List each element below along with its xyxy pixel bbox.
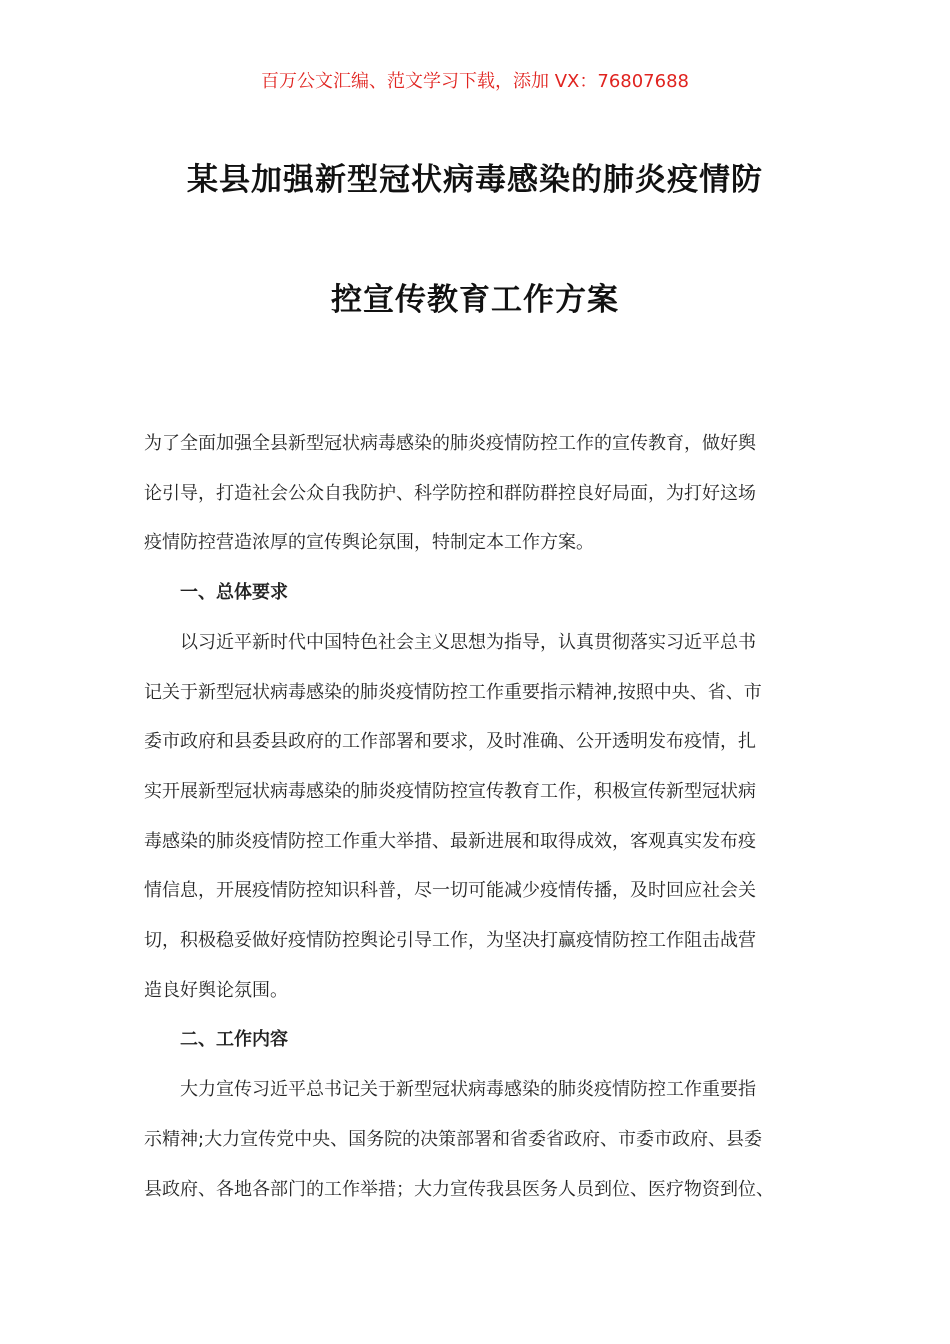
section-2-line: 大力宣传习近平总书记关于新型冠状病毒感染的肺炎疫情防控工作重要指: [180, 1079, 756, 1101]
section-1-line: 以习近平新时代中国特色社会主义思想为指导，认真贯彻落实习近平总书: [180, 631, 756, 653]
intro-paragraph: [144, 419, 808, 568]
intro-line: 疫情防控营造浓厚的宣传舆论氛围，特制定本工作方案。: [144, 532, 594, 554]
section-1-line: 毒感染的肺炎疫情防控工作重大举措、最新进展和取得成效，客观真实发布疫: [144, 830, 756, 852]
document-title-line-2: 控宣传教育工作方案: [331, 282, 619, 318]
section-1-heading: 一、总体要求: [180, 582, 288, 604]
section-1-line: 实开展新型冠状病毒感染的肺炎疫情防控宣传教育工作，积极宣传新型冠状病: [144, 780, 756, 802]
header-watermark-note: 百万公文汇编、范文学习下载，添加 VX：76807688: [261, 71, 689, 92]
section-1-line: 切，积极稳妥做好疫情防控舆论引导工作，为坚决打赢疫情防控工作阻击战营: [144, 930, 756, 952]
section-2-heading: 二、工作内容: [180, 1029, 288, 1051]
intro-line: 为了全面加强全县新型冠状病毒感染的肺炎疫情防控工作的宣传教育，做好舆: [144, 433, 756, 454]
section-2-line: 县政府、各地各部门的工作举措；大力宣传我县医务人员到位、医疗物资到位、: [144, 1178, 774, 1200]
document-body: [144, 419, 808, 1214]
section-2-line: 示精神;大力宣传党中央、国务院的决策部署和省委省政府、市委市政府、县委: [144, 1128, 763, 1150]
section-1-paragraph: [144, 618, 808, 1016]
section-2-paragraph: [144, 1065, 808, 1214]
document-title-line-1: 某县加强新型冠状病毒感染的肺炎疫情防: [187, 162, 763, 198]
section-1-line: 记关于新型冠状病毒感染的肺炎疫情防控工作重要指示精神,按照中央、省、市: [144, 681, 762, 703]
intro-line: 论引导，打造社会公众自我防护、科学防控和群防群控良好局面，为打好这场: [144, 482, 756, 504]
section-1-line: 情信息，开展疫情防控知识科普，尽一切可能减少疫情传播，及时回应社会关: [144, 880, 756, 902]
section-1-line: 造良好舆论氛围。: [144, 979, 288, 1001]
section-1-line: 委市政府和县委县政府的工作部署和要求，及时准确、公开透明发布疫情，扎: [144, 731, 756, 753]
